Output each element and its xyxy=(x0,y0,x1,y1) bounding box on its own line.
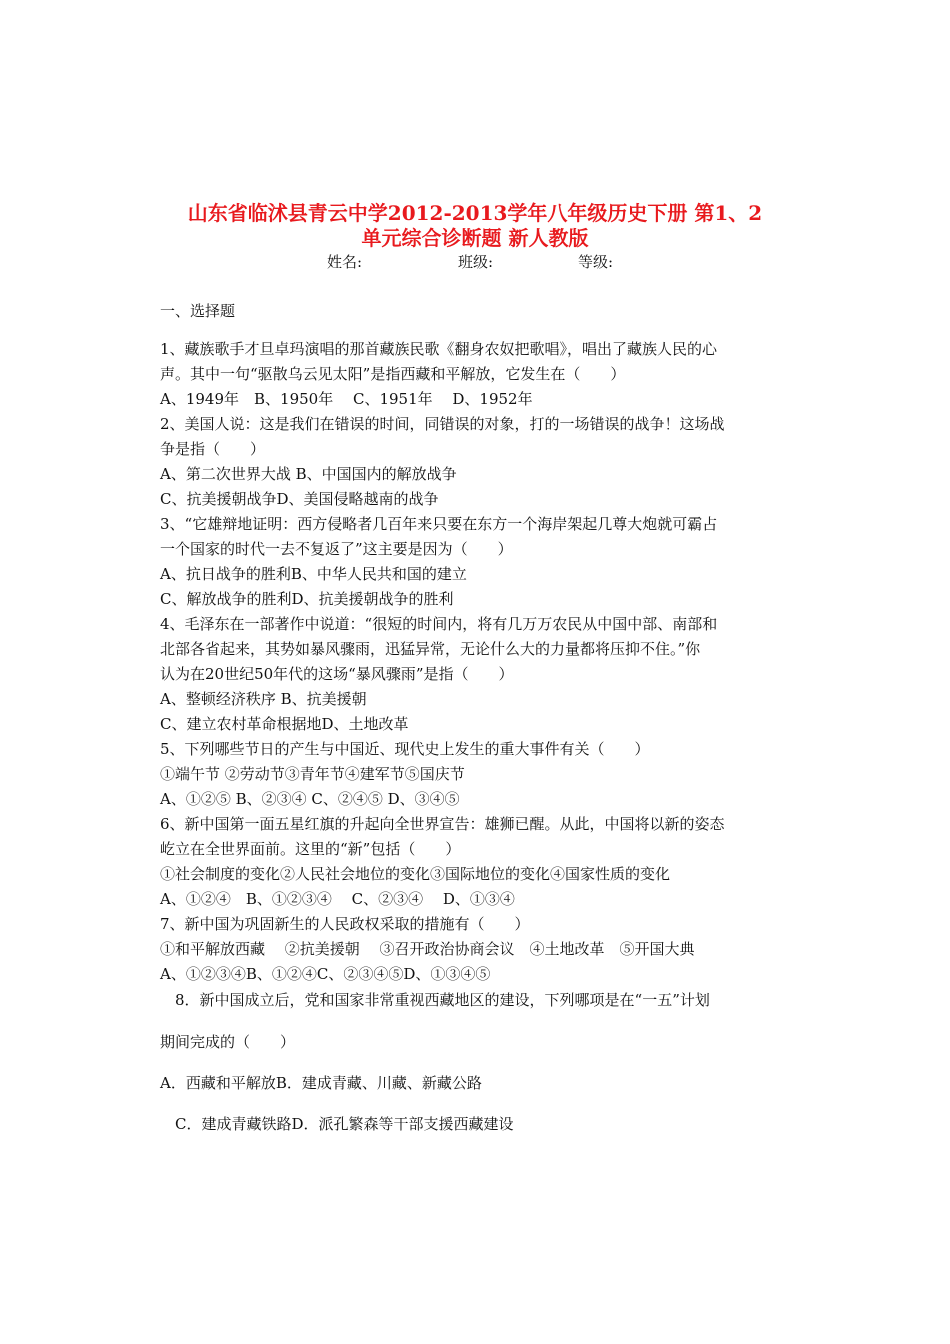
question-line: 7、新中国为巩固新生的人民政权采取的措施有（ ） xyxy=(160,915,530,933)
question-line: 5、下列哪些节日的产生与中国近、现代史上发生的重大事件有关（ ） xyxy=(160,740,650,758)
question-line: 屹立在全世界面前。这里的“新”包括（ ） xyxy=(160,840,461,858)
item-list: ①和平解放西藏 ②抗美援朝 ③召开政治协商会议 ④土地改革 ⑤开国大典 xyxy=(160,940,695,958)
answer-options: A、1949年 B、1950年 C、1951年 D、1952年 xyxy=(160,390,533,408)
section-heading: 一、选择题 xyxy=(160,302,236,320)
class-label: 班级: xyxy=(458,253,494,271)
question-line: 争是指（ ） xyxy=(160,440,266,458)
answer-options: A、整顿经济秩序 B、抗美援朝 xyxy=(160,690,367,708)
answer-options: A、①②③④B、①②④C、②③④⑤D、①③④⑤ xyxy=(160,965,491,983)
question-line: 声。其中一句“驱散乌云见太阳”是指西藏和平解放，它发生在（ ） xyxy=(160,365,626,383)
document-title-line-1: 山东省临沭县青云中学2012-2013学年八年级历史下册 第1、2 xyxy=(187,201,763,225)
question-line: 6、新中国第一面五星红旗的升起向全世界宣告：雄狮已醒。从此，中国将以新的姿态 xyxy=(160,815,725,833)
document-title-line-2: 单元综合诊断题 新人教版 xyxy=(361,226,589,250)
grade-label: 等级: xyxy=(578,253,614,271)
question-line: 2、美国人说：这是我们在错误的时间，同错误的对象，打的一场错误的战争！这场战 xyxy=(160,415,725,433)
question-line: 北部各省起来，其势如暴风骤雨，迅猛异常，无论什么大的力量都将压抑不住。”你 xyxy=(160,640,701,658)
answer-options: C、建立农村革命根据地D、土地改革 xyxy=(160,715,409,733)
question-line: 一个国家的时代一去不复返了”这主要是因为（ ） xyxy=(160,540,513,558)
name-label: 姓名: xyxy=(327,253,363,271)
answer-options: C、解放战争的胜利D、抗美援朝战争的胜利 xyxy=(160,590,454,608)
answer-options: C．建成青藏铁路D．派孔繁森等干部支援西藏建设 xyxy=(160,1115,514,1133)
question-line: 认为在20世纪50年代的这场“暴风骤雨”是指（ ） xyxy=(160,665,514,683)
answer-options: A、第二次世界大战 B、中国国内的解放战争 xyxy=(160,465,457,483)
answer-options: A、抗日战争的胜利B、中华人民共和国的建立 xyxy=(160,565,467,583)
answer-options: A、①②⑤ B、②③④ C、②④⑤ D、③④⑤ xyxy=(160,790,460,808)
answer-options: A．西藏和平解放B．建成青藏、川藏、新藏公路 xyxy=(160,1074,482,1092)
item-list: ①社会制度的变化②人民社会地位的变化③国际地位的变化④国家性质的变化 xyxy=(160,865,671,883)
question-line: 1、藏族歌手才旦卓玛演唱的那首藏族民歌《翻身农奴把歌唱》，唱出了藏族人民的心 xyxy=(160,340,718,358)
question-line: 3、“它雄辩地证明：西方侵略者几百年来只要在东方一个海岸架起几尊大炮就可霸占 xyxy=(160,515,718,533)
answer-options: A、①②④ B、①②③④ C、②③④ D、①③④ xyxy=(160,890,515,908)
question-line: 4、毛泽东在一部著作中说道：“很短的时间内，将有几万万农民从中国中部、南部和 xyxy=(160,615,718,633)
question-line: 8．新中国成立后，党和国家非常重视西藏地区的建设，下列哪项是在“一五”计划 xyxy=(160,991,710,1009)
item-list: ①端午节 ②劳动节③青年节④建军节⑤国庆节 xyxy=(160,765,465,783)
question-line: 期间完成的（ ） xyxy=(160,1033,296,1051)
answer-options: C、抗美援朝战争D、美国侵略越南的战争 xyxy=(160,490,439,508)
